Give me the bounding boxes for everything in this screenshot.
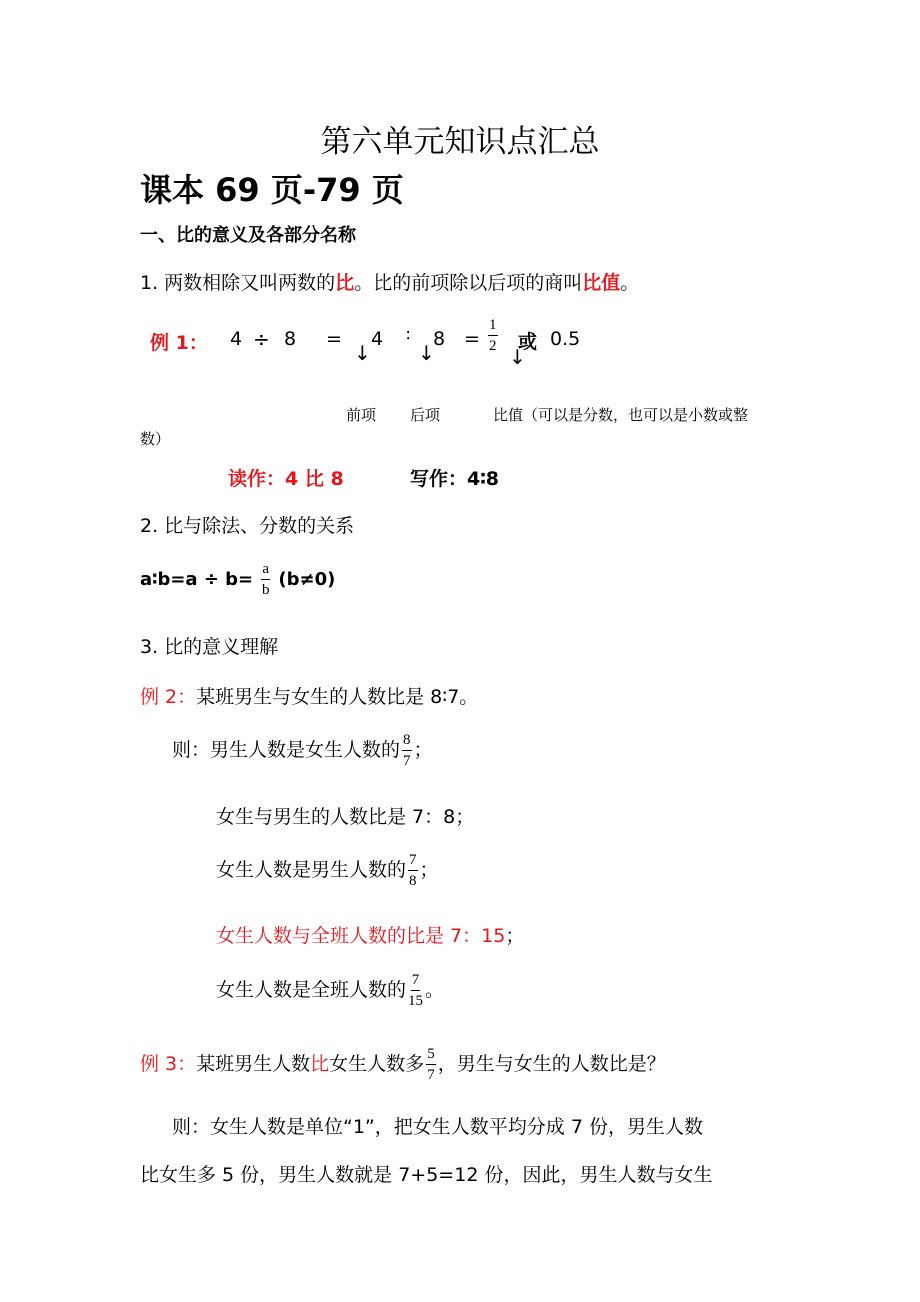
term-value-continued: 数）: [140, 430, 171, 448]
punctuation: ；: [419, 859, 439, 881]
fraction-numerator: 5: [426, 1047, 436, 1065]
example2-text: 某班男生与女生的人数比是 8∶7。: [196, 686, 479, 708]
example3-question: ，男生与女生的人数比是？: [437, 1053, 666, 1075]
punctuation: ；: [413, 739, 433, 761]
example3-label: 例 3：: [140, 1053, 197, 1075]
fraction-numerator: 7: [411, 973, 421, 991]
definition-mid: 。比的前项除以后项的商叫: [354, 272, 583, 294]
example1-label: 例 1：: [150, 332, 208, 354]
down-arrow-icon: ↓: [354, 341, 371, 365]
example1-decimal: 0.5: [550, 328, 581, 350]
formula-condition: (b≠0): [278, 569, 336, 590]
example3-paragraph-line1: 则：女生人数是单位“1”，把女生人数平均分成 7 份，男生人数: [172, 1116, 703, 1138]
example2-conclusion-4: [216, 921, 524, 948]
conclusion-text-highlight: 女生人数与全班人数的比是 7：15: [216, 925, 506, 947]
example2-line: [140, 682, 478, 709]
fraction-one-half: [488, 318, 498, 354]
example1-b2: 8: [433, 328, 446, 350]
fraction-numerator: 1: [488, 318, 498, 336]
fraction-seven-eighths: [408, 853, 418, 889]
ratio-formula: [140, 556, 335, 604]
term-back: 后项: [410, 406, 441, 424]
fraction-eight-sevenths: [402, 733, 412, 769]
fraction-numerator: 7: [408, 853, 418, 871]
write-as: 写作：4∶8: [410, 468, 500, 490]
formula-denominator: b: [262, 582, 270, 598]
conclusion-text: 则：男生人数是女生人数的: [172, 739, 401, 761]
example3-highlight: 比: [310, 1053, 330, 1075]
example1-fraction: [486, 318, 500, 354]
example2-conclusion-5: [216, 966, 444, 1014]
example1-a: 4: [230, 328, 243, 350]
example3-text: 女生人数多: [329, 1053, 425, 1075]
fraction-five-sevenths: [426, 1047, 436, 1083]
fraction-denominator: 7: [427, 1066, 435, 1083]
section-heading: 一、比的意义及各部分名称: [140, 225, 356, 246]
definition-prefix: 1. 两数相除又叫两数的: [140, 272, 336, 294]
punctuation: 。: [425, 979, 445, 1001]
fraction-numerator: 8: [402, 733, 412, 751]
fraction-seven-fifteenths: [408, 973, 423, 1009]
example1-or: 或: [518, 331, 538, 353]
fraction-denominator: 8: [409, 872, 417, 889]
example1-colon: ∶: [406, 326, 411, 346]
example2-conclusion-1: [172, 726, 433, 774]
fraction-denominator: 15: [408, 992, 424, 1009]
formula-numerator: a: [261, 562, 270, 580]
example2-conclusion-2: 女生与男生的人数比是 7：8；: [216, 806, 475, 828]
fraction-denominator: 2: [489, 338, 497, 354]
example1-div: ÷: [253, 327, 270, 351]
read-as: 读作：4 比 8: [228, 468, 344, 490]
conclusion-text: 女生人数是男生人数的: [216, 859, 407, 881]
example1-eq: =: [326, 328, 342, 350]
down-arrow-icon: ↓: [509, 345, 526, 369]
example1-eq2: =: [464, 328, 480, 350]
term-value: 比值（可以是分数，也可以是小数或整: [493, 406, 749, 424]
punctuation: ；: [505, 925, 525, 947]
fraction-denominator: 7: [403, 752, 411, 769]
down-arrow-icon: ↓: [418, 341, 435, 365]
definition-suffix: 。: [620, 272, 640, 294]
meaning-heading: 3. 比的意义理解: [140, 636, 279, 658]
definition-line: [140, 268, 639, 295]
formula-fraction: [261, 562, 270, 598]
example1-a2: 4: [371, 328, 384, 350]
page-title: 第六单元知识点汇总: [320, 124, 600, 160]
example2-label: 例 2：: [140, 686, 197, 708]
term-ratio-value: 比值: [582, 272, 621, 294]
example3-line: [140, 1040, 666, 1088]
example3-paragraph-line2: 比女生多 5 份，男生人数就是 7+5=12 份，因此，男生人数与女生: [140, 1164, 713, 1186]
term-front: 前项: [346, 406, 377, 424]
term-ratio: 比: [335, 272, 355, 294]
formula-left: a∶b=a ÷ b=: [140, 569, 254, 590]
example2-conclusion-3: [216, 846, 439, 894]
example1-b: 8: [284, 328, 297, 350]
relation-heading: 2. 比与除法、分数的关系: [140, 515, 355, 537]
example3-text: 某班男生人数: [196, 1053, 311, 1075]
page-subtitle: 课本 69 页-79 页: [140, 171, 404, 209]
conclusion-text: 女生人数是全班人数的: [216, 979, 407, 1001]
